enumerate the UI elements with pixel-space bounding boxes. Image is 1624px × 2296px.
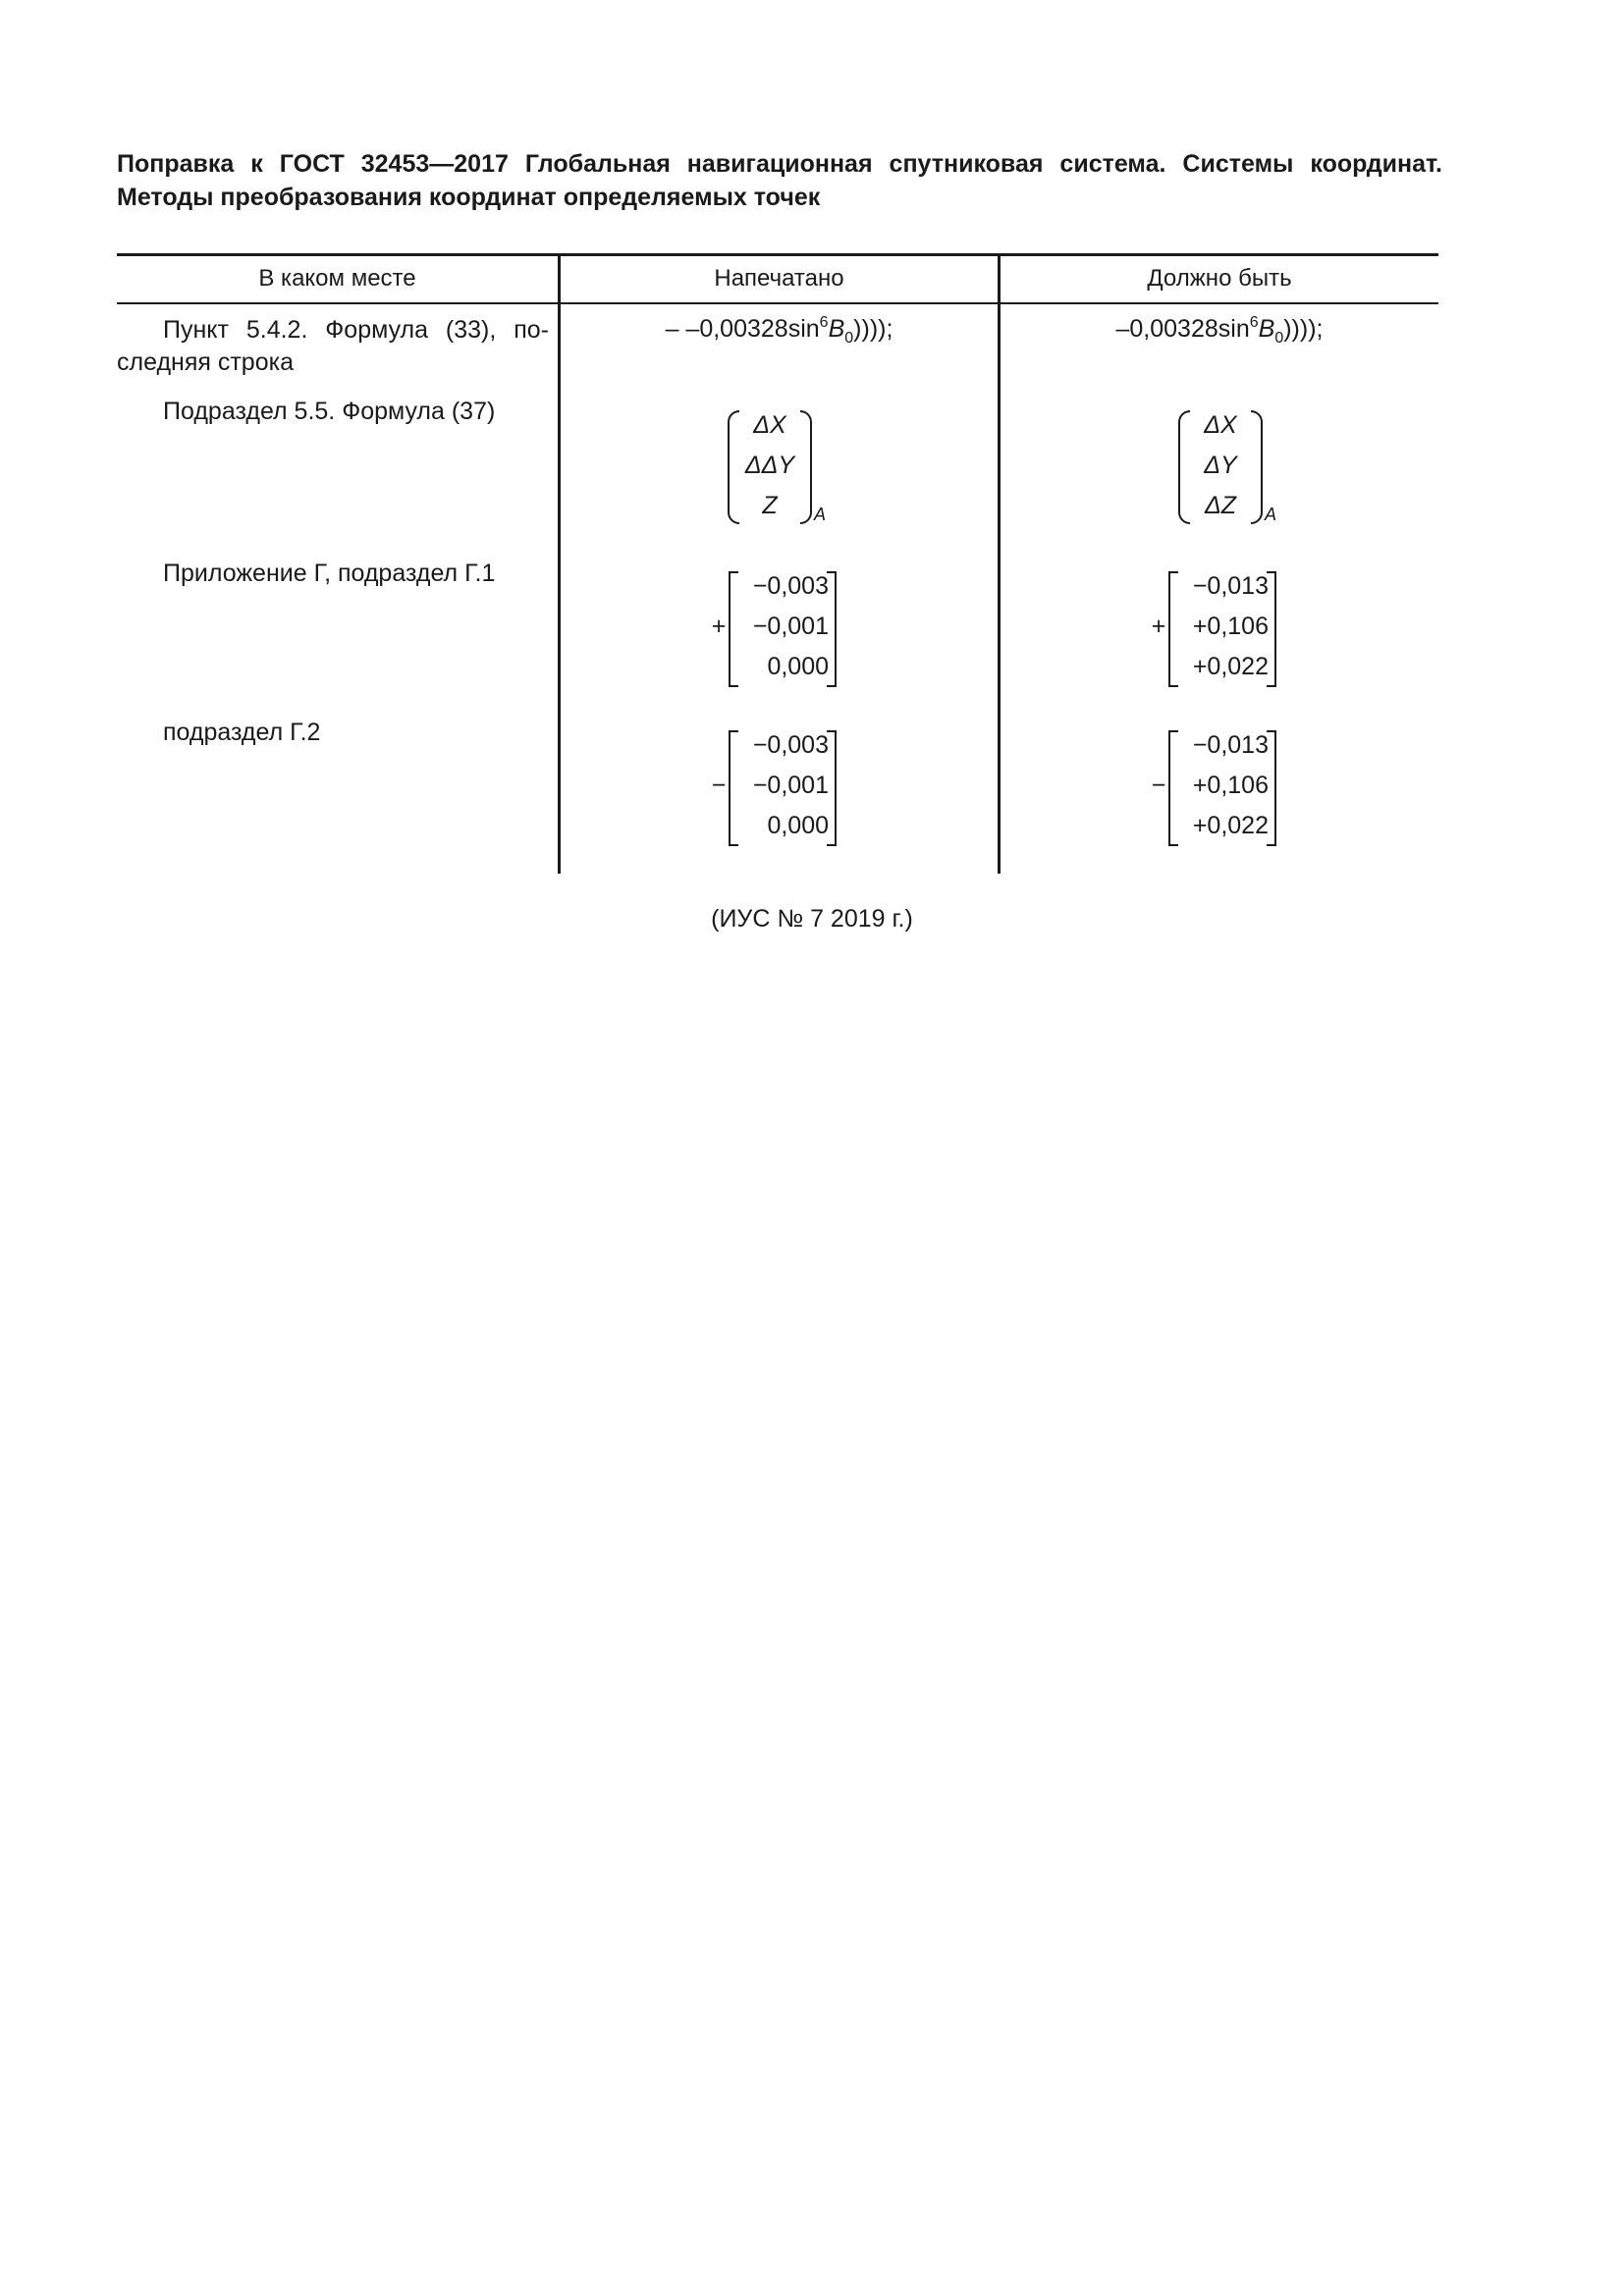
row-3-correct-matrix <box>1151 571 1278 687</box>
formula-exponent: 6 <box>819 314 829 331</box>
publication-reference: (ИУС № 7 2019 г.) <box>711 905 913 933</box>
matrix-entry: −0,001 <box>752 613 829 640</box>
row-4-printed-matrix <box>711 730 839 846</box>
row-2-printed-vector <box>728 410 836 528</box>
vector-subscript: A <box>814 505 827 524</box>
formula-suffix: )))); <box>853 315 893 343</box>
matrix-entry: +0,022 <box>1192 812 1269 839</box>
row-1-printed-formula <box>561 314 998 347</box>
vector-entry: ΔZ <box>1204 492 1237 519</box>
left-bracket <box>729 571 738 687</box>
header-bottom-rule <box>117 302 1438 304</box>
matrix-entry: 0,000 <box>767 812 829 839</box>
matrix-entry: 0,000 <box>767 653 829 680</box>
formula-prefix: –0,00328sin <box>1115 315 1250 343</box>
matrix-entry: −0,003 <box>752 731 829 759</box>
matrix-sign: + <box>1151 613 1166 640</box>
formula-suffix: )))); <box>1283 315 1324 343</box>
left-bracket <box>1168 730 1178 846</box>
vector-entry: ΔY <box>1204 452 1237 479</box>
formula-exponent: 6 <box>1249 314 1259 331</box>
matrix-sign: − <box>1151 772 1166 799</box>
matrix-entry: +0,106 <box>1192 772 1269 799</box>
row-1-correct-formula <box>1001 314 1438 347</box>
vector-entry: ΔX <box>1204 411 1237 439</box>
row-4-location: подраздел Г.2 <box>163 719 321 746</box>
vector-entry: ΔX <box>753 411 786 439</box>
row-2-correct-vector <box>1178 410 1286 528</box>
formula-variable: B <box>828 315 845 343</box>
row-1-location: Пункт 5.4.2. Формула (33), последняя строка <box>117 316 549 376</box>
vector-subscript: A <box>1265 505 1277 524</box>
left-bracket <box>1168 571 1178 687</box>
formula-variable: B <box>1258 315 1275 343</box>
document-title: Поправка к ГОСТ 32453—2017 Глобальная навигационная спутниковая система. Системы координат. Методы преобразования координат определяемых точек <box>117 150 1442 211</box>
formula-prefix: – –0,00328sin <box>665 315 820 343</box>
matrix-entry: −0,013 <box>1192 572 1269 600</box>
row-4-correct-matrix <box>1151 730 1278 846</box>
matrix-entry: −0,013 <box>1192 731 1269 759</box>
left-bracket <box>729 730 738 846</box>
matrix-entry: +0,106 <box>1192 613 1269 640</box>
matrix-entry: −0,003 <box>752 572 829 600</box>
formula-subscript: 0 <box>844 330 854 347</box>
header-printed: Напечатано <box>714 265 844 292</box>
matrix-entry: −0,001 <box>752 772 829 799</box>
matrix-sign: + <box>711 613 727 640</box>
matrix-sign: − <box>711 772 727 799</box>
vector-entry: Z <box>762 492 778 519</box>
formula-subscript: 0 <box>1274 330 1284 347</box>
header-location: В каком месте <box>258 265 416 292</box>
corrections-table <box>117 253 1438 874</box>
row-3-printed-matrix <box>711 571 839 687</box>
matrix-entry: +0,022 <box>1192 653 1269 680</box>
row-3-location: Приложение Г, подраздел Г.1 <box>163 560 496 587</box>
row-2-location: Подраздел 5.5. Формула (37) <box>163 398 496 425</box>
header-correct: Должно быть <box>1147 265 1292 292</box>
vector-entry: ΔΔY <box>744 452 795 479</box>
